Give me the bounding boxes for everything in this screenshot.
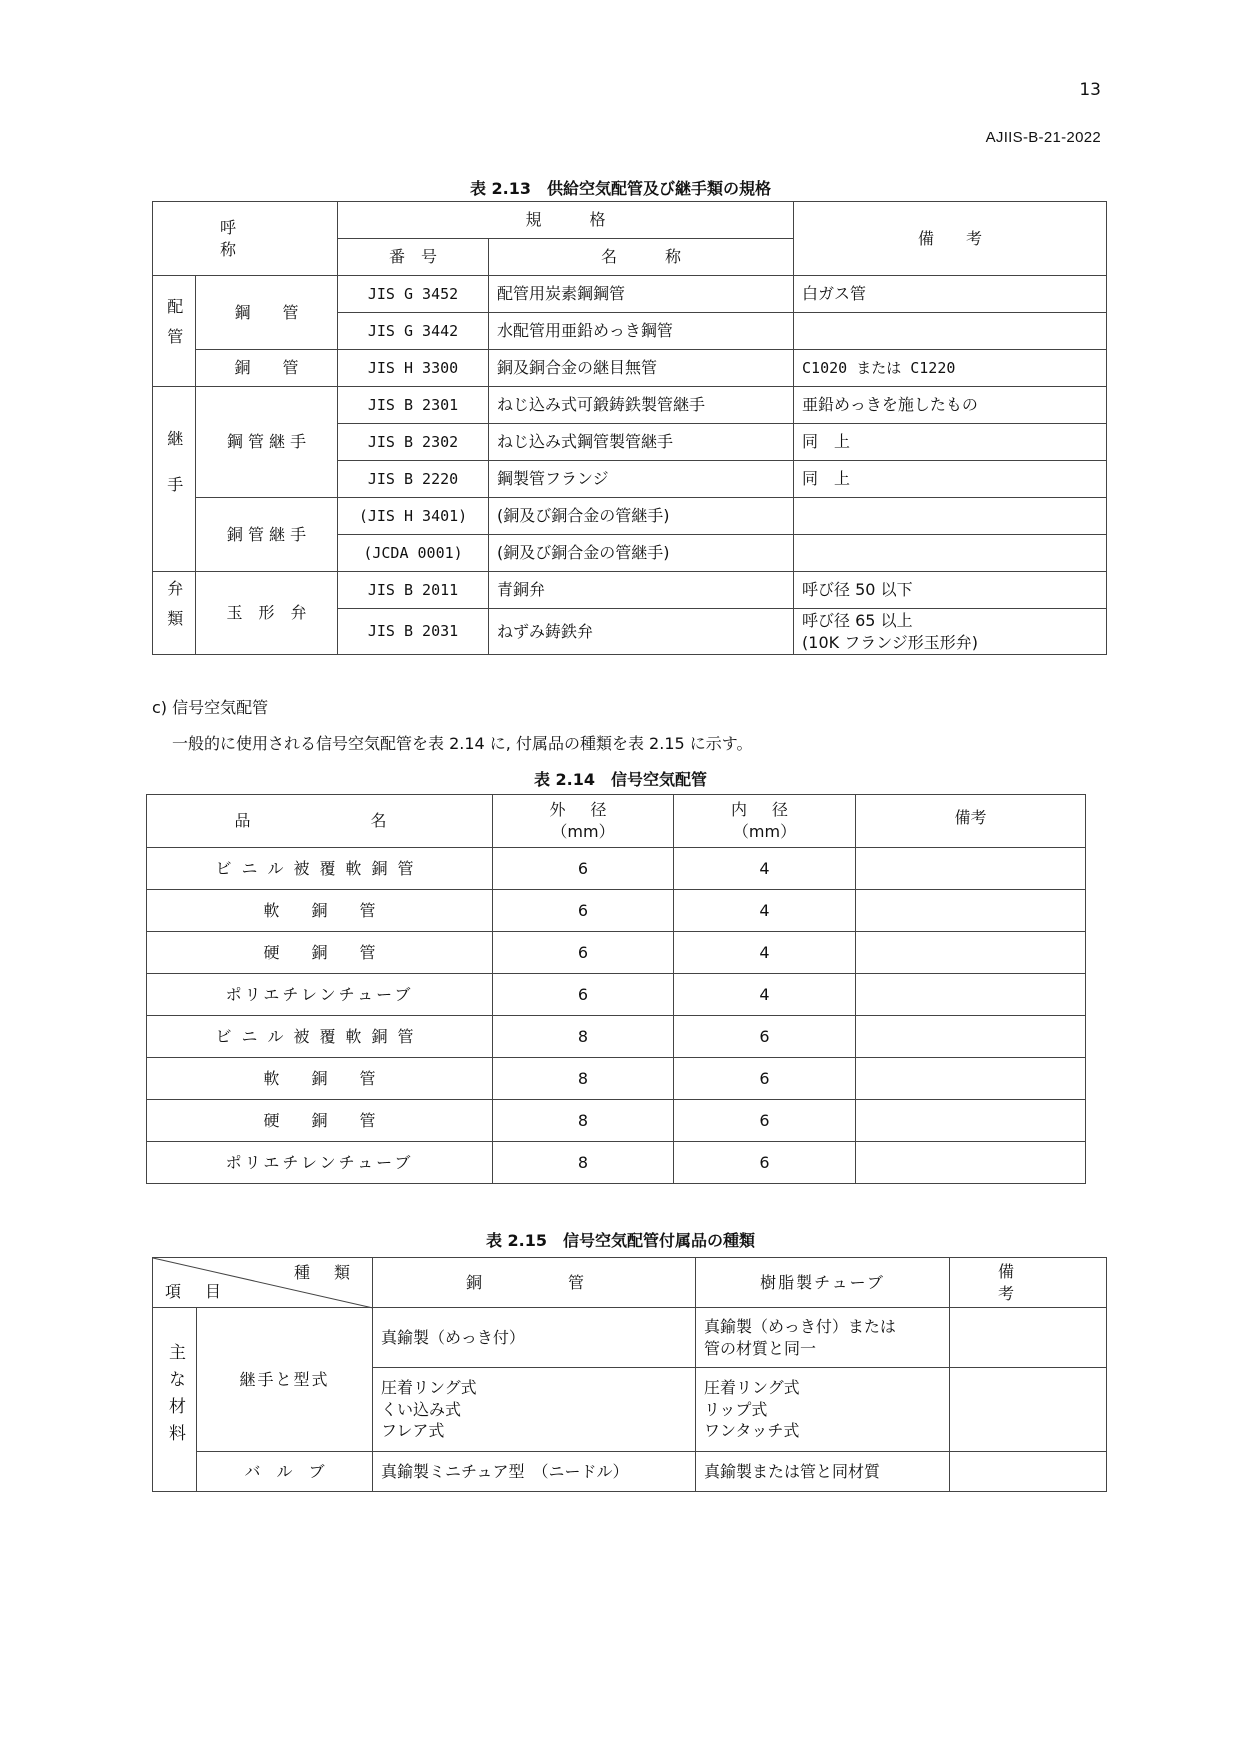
outer-diameter: 8 [493, 1016, 674, 1058]
outer-diameter: 6 [493, 932, 674, 974]
table-2-14-caption: 表 2.14 信号空気配管 [533, 770, 708, 789]
table-row [147, 848, 1086, 890]
std-remarks: 亜鉛めっきを施したもの [794, 387, 1107, 424]
table-2-15 [152, 1257, 1179, 1492]
section-paragraph: 一般的に使用される信号空気配管を表 2.14 に, 付属品の種類を表 2.15 に示す。 [172, 734, 753, 753]
document-id: AJIIS-B-21-2022 [985, 129, 1101, 146]
std-title: ねじ込み式鋼管製管継手 [489, 424, 794, 461]
std-remarks: 呼び径 50 以下 [794, 572, 1107, 609]
product-name: 軟 銅 管 [147, 1058, 493, 1100]
inner-diameter: 6 [674, 1058, 856, 1100]
remarks [856, 848, 1086, 890]
std-remarks [794, 609, 1107, 655]
std-remarks: C1020 または C1220 [794, 350, 1107, 387]
std-number: (JIS H 3401) [338, 498, 489, 535]
std-remarks [794, 313, 1107, 350]
remarks [856, 932, 1086, 974]
std-remarks: 白ガス管 [794, 276, 1107, 313]
std-title: (銅及び銅合金の管継手) [489, 498, 794, 535]
head-copper-pipe: 銅 管 [373, 1258, 696, 1308]
std-title: 鋼製管フランジ [489, 461, 794, 498]
std-number: JIS B 2011 [338, 572, 489, 609]
sub-steel-pipe: 鋼 管 [196, 276, 338, 350]
table-2-13-caption: 表 2.13 供給空気配管及び継手類の規格 [469, 179, 772, 198]
head-remarks: 備考 [856, 795, 1086, 848]
table-row [147, 1016, 1086, 1058]
head-remarks: 備 考 [950, 1258, 1107, 1308]
copper-joint-type: 圧着リング式 くい込み式 フレア式 [373, 1368, 696, 1452]
std-title: 銅及銅合金の継目無管 [489, 350, 794, 387]
outer-diameter: 8 [493, 1058, 674, 1100]
table-row [147, 890, 1086, 932]
std-remarks: 同 上 [794, 424, 1107, 461]
product-name: ビニル被覆軟銅管 [147, 1016, 493, 1058]
head-kind: 種 類 [293, 1263, 354, 1282]
copper-valve: 真鍮製ミニチュア型 （ニードル） [373, 1452, 696, 1492]
group-main-materials: 主な材料 [153, 1308, 197, 1492]
std-number: (JCDA 0001) [338, 535, 489, 572]
remarks [856, 1058, 1086, 1100]
std-remarks [794, 535, 1107, 572]
head-name: 呼 称 [153, 202, 338, 276]
std-title: 配管用炭素鋼鋼管 [489, 276, 794, 313]
remarks [950, 1308, 1107, 1368]
product-name: ポリエチレンチューブ [147, 1142, 493, 1184]
std-number: JIS B 2302 [338, 424, 489, 461]
group-valves: 弁類 [153, 572, 196, 655]
outer-diameter: 8 [493, 1100, 674, 1142]
head-resin-tube: 樹脂製チューブ [696, 1258, 950, 1308]
std-number: JIS B 2031 [338, 609, 489, 655]
inner-diameter: 6 [674, 1016, 856, 1058]
product-name: 硬 銅 管 [147, 1100, 493, 1142]
remarks [856, 1100, 1086, 1142]
head-product-name: 品 名 [147, 795, 493, 848]
head-item: 項 目 [165, 1282, 226, 1302]
table-row [147, 1058, 1086, 1100]
head-inner-diameter: 内 径 （mm） [674, 795, 856, 848]
inner-diameter: 4 [674, 974, 856, 1016]
table-2-15-caption: 表 2.15 信号空気配管付属品の種類 [485, 1231, 756, 1250]
head-standard: 規 格 [338, 202, 794, 239]
product-name: ビニル被覆軟銅管 [147, 848, 493, 890]
product-name: 硬 銅 管 [147, 932, 493, 974]
head-diagonal [153, 1258, 373, 1308]
table-row [147, 1100, 1086, 1142]
joint-type-label: 継手と型式 [197, 1308, 373, 1452]
std-remarks-line1: 呼び径 65 以上 [802, 610, 913, 630]
inner-diameter: 4 [674, 890, 856, 932]
remarks [950, 1452, 1107, 1492]
std-title: ねずみ鋳鉄弁 [489, 609, 794, 655]
outer-diameter: 6 [493, 890, 674, 932]
resin-valve: 真鍮製または管と同材質 [696, 1452, 950, 1492]
std-number: JIS G 3442 [338, 313, 489, 350]
table-row [147, 932, 1086, 974]
table-row [147, 974, 1086, 1016]
sub-globe-valve: 玉 形 弁 [196, 572, 338, 655]
table-2-13 [152, 201, 1107, 655]
copper-joint-material: 真鍮製（めっき付） [373, 1308, 696, 1368]
group-fittings: 継手 [153, 387, 196, 572]
resin-joint-type: 圧着リング式 リップ式 ワンタッチ式 [696, 1368, 950, 1452]
table-2-14 [146, 794, 1086, 1184]
valve-label: バ ル ブ [197, 1452, 373, 1492]
std-title: ねじ込み式可鍛鋳鉄製管継手 [489, 387, 794, 424]
inner-diameter: 6 [674, 1142, 856, 1184]
std-remarks: 同 上 [794, 461, 1107, 498]
std-remarks [794, 498, 1107, 535]
product-name: 軟 銅 管 [147, 890, 493, 932]
head-number: 番 号 [338, 239, 489, 276]
sub-copper-pipe: 銅 管 [196, 350, 338, 387]
outer-diameter: 8 [493, 1142, 674, 1184]
inner-diameter: 6 [674, 1100, 856, 1142]
std-title: 青銅弁 [489, 572, 794, 609]
sub-copper-fitting: 銅 管 継 手 [196, 498, 338, 572]
remarks [856, 1016, 1086, 1058]
sub-steel-fitting: 鋼 管 継 手 [196, 387, 338, 498]
std-title: (銅及び銅合金の管継手) [489, 535, 794, 572]
inner-diameter: 4 [674, 848, 856, 890]
product-name: ポリエチレンチューブ [147, 974, 493, 1016]
remarks [950, 1368, 1107, 1452]
remarks [856, 1142, 1086, 1184]
table-row [147, 1142, 1086, 1184]
resin-joint-material: 真鍮製（めっき付）または 管の材質と同一 [696, 1308, 950, 1368]
std-remarks-line2: (10K フランジ形玉形弁) [802, 632, 979, 652]
std-title: 水配管用亜鉛めっき鋼管 [489, 313, 794, 350]
std-number: JIS H 3300 [338, 350, 489, 387]
std-number: JIS G 3452 [338, 276, 489, 313]
section-heading: c) 信号空気配管 [152, 698, 269, 717]
head-title: 名 称 [489, 239, 794, 276]
group-piping: 配管 [153, 276, 196, 387]
std-number: JIS B 2301 [338, 387, 489, 424]
inner-diameter: 4 [674, 932, 856, 974]
head-remarks: 備 考 [794, 202, 1107, 276]
remarks [856, 974, 1086, 1016]
outer-diameter: 6 [493, 848, 674, 890]
head-outer-diameter: 外 径 （mm） [493, 795, 674, 848]
remarks [856, 890, 1086, 932]
std-number: JIS B 2220 [338, 461, 489, 498]
outer-diameter: 6 [493, 974, 674, 1016]
page-number: 13 [1079, 80, 1101, 100]
